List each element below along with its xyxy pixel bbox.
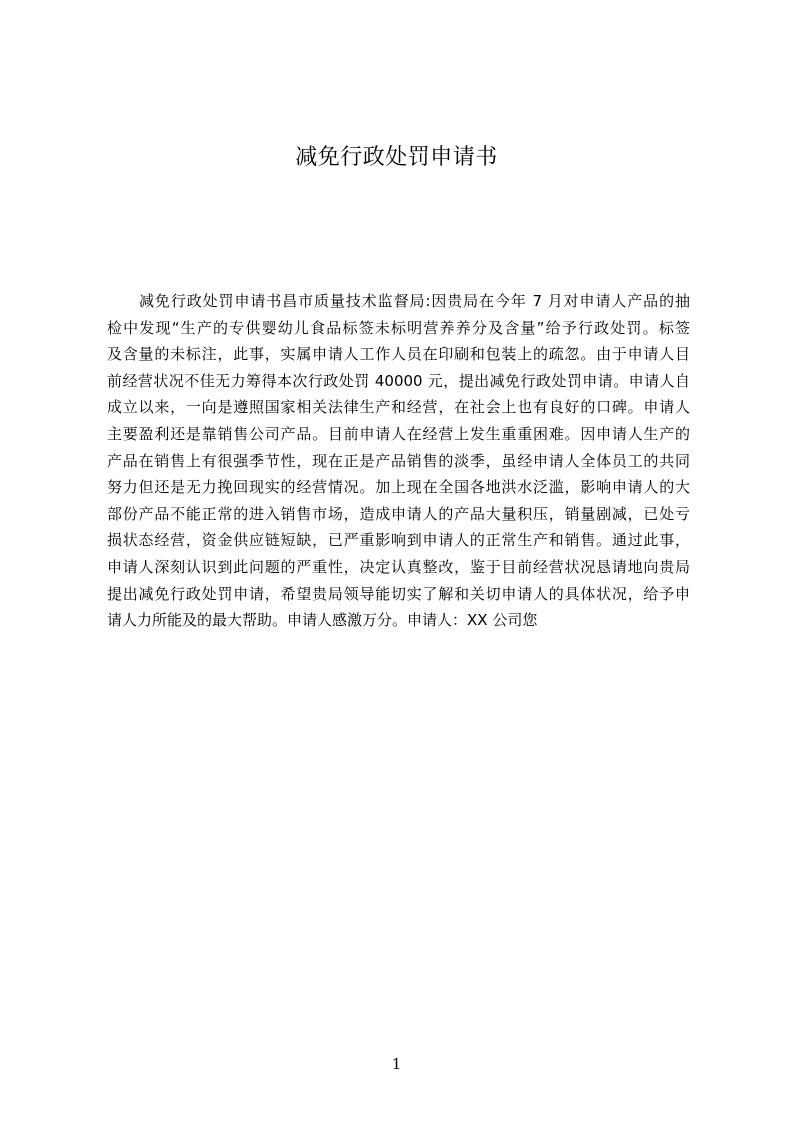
body-line: 成立以来，一向是遵照国家相关法律生产和经营，在社会上也有良好的口碑。申请人 <box>107 398 690 417</box>
body-line: 损状态经营，资金供应链短缺，已严重影响到申请人的正常生产和销售。通过此事， <box>107 531 690 550</box>
body-line: 申请人深刻认识到此问题的严重性，决定认真整改，鉴于目前经营状况恳请地向贵局 <box>107 557 690 576</box>
body-line: 努力但还是无力挽回现实的经营情况。加上现在全国各地洪水泛滥，影响申请人的大 <box>107 478 690 497</box>
body-line: 减免行政处罚申请书昌市质量技术监督局:因贵局在今年 7 月对申请人产品的抽 <box>139 292 690 310</box>
body-line: 部份产品不能正常的进入销售市场，造成申请人的产品大量积压，销量剧减，已处亏 <box>107 504 690 523</box>
body-line: 前经营状况不佳无力筹得本次行政处罚 40000 元，提出减免行政处罚申请。申请人自 <box>107 371 690 390</box>
document-title: 减免行政处罚申请书 <box>295 145 498 170</box>
body-line: 检中发现“生产的专供婴幼儿食品标签未标明营养养分及含量”给予行政处罚。标签 <box>107 318 690 337</box>
document-body <box>107 288 690 634</box>
page-number: 1 <box>391 1055 402 1073</box>
body-line: 主要盈利还是靠销售公司产品。目前申请人在经营上发生重重困难。因申请人生产的 <box>107 424 690 443</box>
body-line: 产品在销售上有很强季节性，现在正是产品销售的淡季，虽经申请人全体员工的共同 <box>107 451 690 470</box>
body-line: 及含量的未标注，此事，实属申请人工作人员在印刷和包装上的疏忽。由于申请人目 <box>107 345 690 364</box>
body-line: 请人力所能及的最大帮助。申请人感激万分。申请人：XX 公司您 <box>107 611 538 630</box>
body-line: 提出减免行政处罚申请，希望贵局领导能切实了解和关切申请人的具体状况，给予申 <box>107 584 690 603</box>
